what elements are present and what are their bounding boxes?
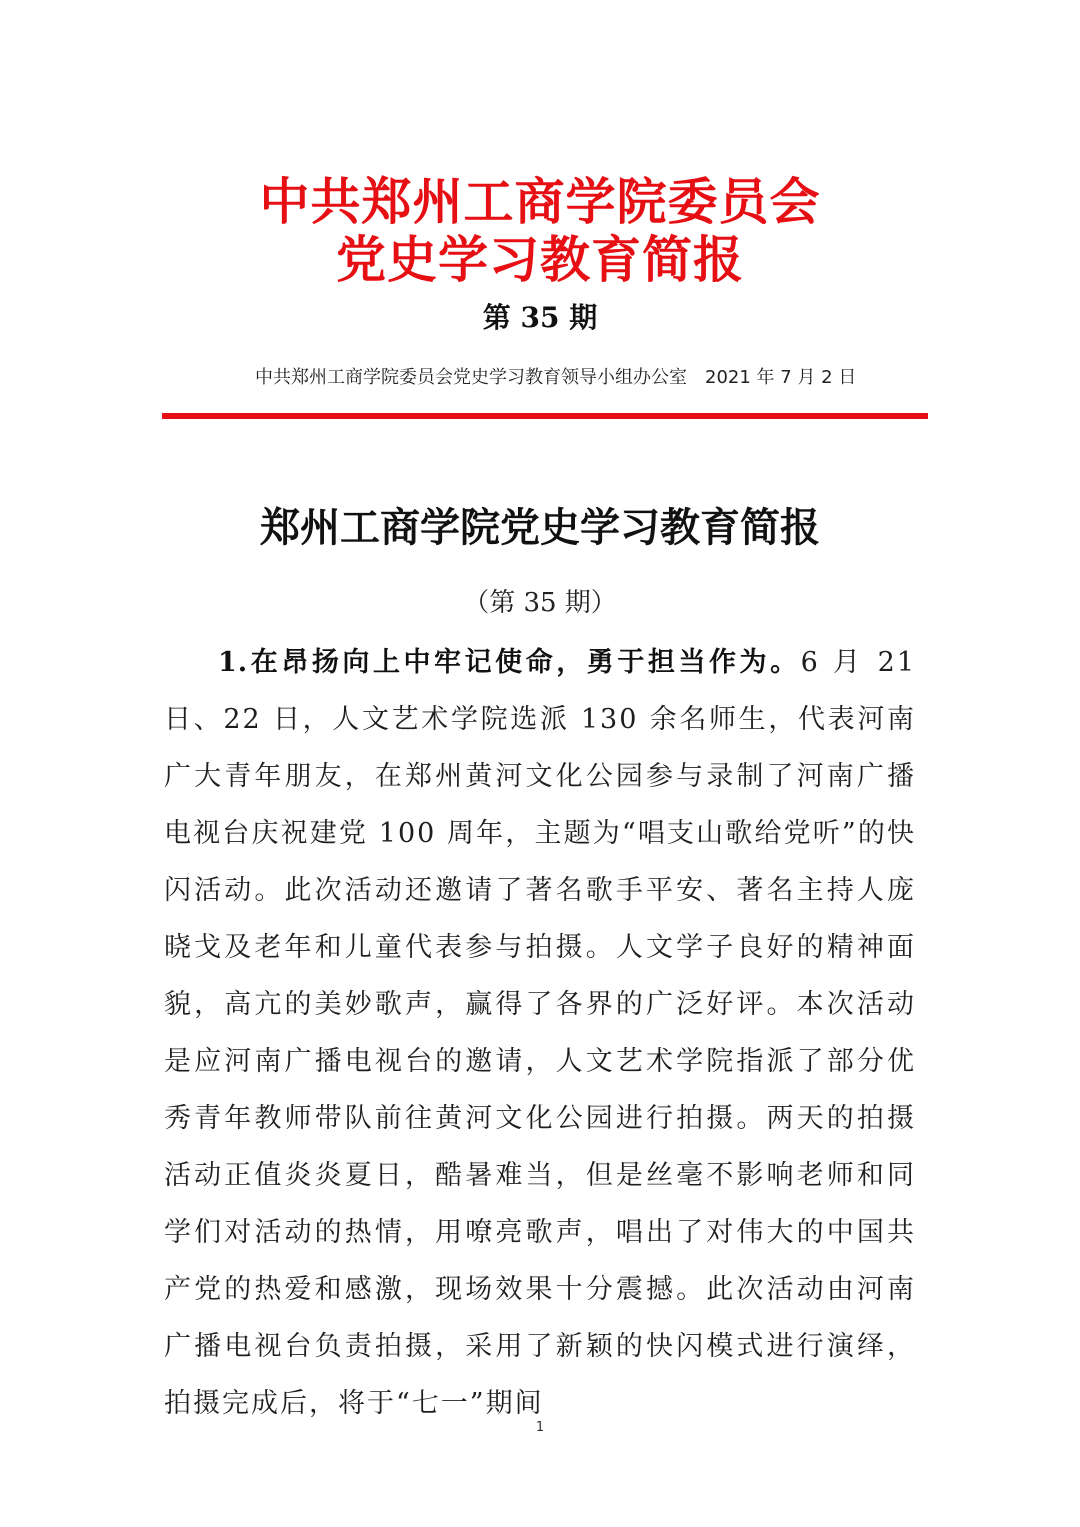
issuer-name: 中共郑州工商学院委员会党史学习教育领导小组办公室 (255, 367, 687, 388)
document-title: 郑州工商学院党史学习教育简报 (260, 504, 820, 551)
body-paragraph (164, 634, 916, 1432)
issue-date: 2021 年 7 月 2 日 (705, 367, 857, 388)
masthead-title-line2: 党史学习教育简报 (336, 230, 744, 289)
page-number: 1 (535, 1420, 545, 1435)
masthead-issue-number: 第 35 期 (482, 301, 598, 334)
issuer-row (255, 364, 855, 392)
paragraph-lead: 1.在昂扬向上中牢记使命，勇于担当作为。 (218, 647, 801, 678)
red-divider (162, 413, 928, 419)
masthead-title-line1: 中共郑州工商学院委员会 (259, 172, 821, 231)
paragraph-text: 6 月 21 日、22 日，人文艺术学院选派 130 余名师生，代表河南广大青年朋友，在郑州黄河文化公园参与录制了河南广播电视台庆祝建党 100 周年，主题为“唱支山歌给党听”的快闪活动。此次活动还邀请了著名歌手平安、著名主持人庞晓戈及老年和儿童代表参与拍摄。人文学子良好的精神面貌，高亢的美妙歌声，赢得了各界的广泛好评。本次活动是应河南广播电视台的邀请，人文艺术学院指派了部分优秀青年教师带队前往黄河文化公园进行拍摄。两天的拍摄活动正值炎炎夏日，酷暑难当，但是丝毫不影响老师和同学们对活动的热情，用嘹亮歌声，唱出了对伟大的中国共产党的热爱和感激，现场效果十分震撼。此次活动由河南广播电视台负责拍摄，采用了新颖的快闪模式进行演绎，拍摄完成后，将于“七一”期间 (164, 647, 917, 1419)
document-subtitle: （第 35 期） (463, 588, 617, 618)
